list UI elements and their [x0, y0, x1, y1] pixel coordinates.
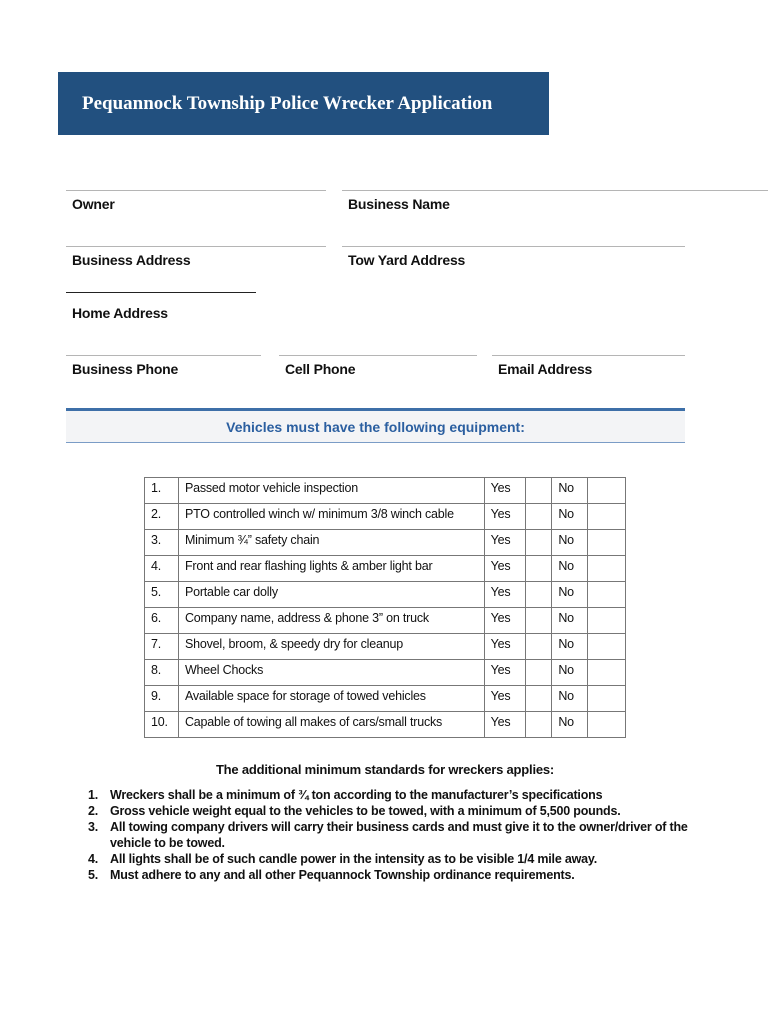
- tow-yard-address-field[interactable]: [342, 246, 685, 268]
- item-number: 8.: [145, 660, 179, 686]
- table-row: [145, 686, 626, 712]
- no-label: No: [552, 582, 588, 608]
- email-address-label: Email Address: [498, 361, 593, 377]
- item-number: 2.: [145, 504, 179, 530]
- item-description: Capable of towing all makes of cars/small trucks: [178, 712, 484, 738]
- no-label: No: [552, 608, 588, 634]
- yes-label: Yes: [484, 608, 525, 634]
- item-number: 10.: [145, 712, 179, 738]
- table-row: [145, 504, 626, 530]
- list-item: [88, 867, 710, 883]
- business-address-line[interactable]: [66, 246, 326, 247]
- tow-yard-address-label: Tow Yard Address: [348, 252, 466, 268]
- list-item: [88, 803, 710, 819]
- list-item-text: Gross vehicle weight equal to the vehicles to be towed, with a minimum of 5,500 pounds.: [110, 804, 621, 818]
- cell-phone-field[interactable]: [279, 355, 477, 377]
- yes-checkbox[interactable]: [525, 556, 552, 582]
- business-name-field[interactable]: [342, 190, 768, 212]
- yes-label: Yes: [484, 478, 525, 504]
- item-description: Available space for storage of towed vehicles: [178, 686, 484, 712]
- no-checkbox[interactable]: [588, 556, 626, 582]
- yes-checkbox[interactable]: [525, 634, 552, 660]
- list-item-number: 4.: [88, 852, 99, 866]
- table-row: [145, 712, 626, 738]
- yes-checkbox[interactable]: [525, 712, 552, 738]
- equipment-heading: [66, 408, 685, 442]
- list-item-text: Wreckers shall be a minimum of ¾ ton according to the manufacturer’s specifications: [110, 788, 603, 802]
- yes-checkbox[interactable]: [525, 660, 552, 686]
- equipment-table: [144, 477, 626, 738]
- yes-label: Yes: [484, 504, 525, 530]
- item-number: 5.: [145, 582, 179, 608]
- list-item-number: 2.: [88, 804, 99, 818]
- item-description: Portable car dolly: [178, 582, 484, 608]
- item-number: 4.: [145, 556, 179, 582]
- no-checkbox[interactable]: [588, 504, 626, 530]
- item-number: 7.: [145, 634, 179, 660]
- yes-label: Yes: [484, 712, 525, 738]
- tow-yard-address-line[interactable]: [342, 246, 685, 247]
- home-address-label: Home Address: [72, 305, 168, 321]
- home-address-field[interactable]: [66, 292, 256, 321]
- yes-checkbox[interactable]: [525, 686, 552, 712]
- item-description: Wheel Chocks: [178, 660, 484, 686]
- no-checkbox[interactable]: [588, 634, 626, 660]
- no-label: No: [552, 504, 588, 530]
- item-description: Minimum ¾” safety chain: [178, 530, 484, 556]
- table-row: [145, 478, 626, 504]
- owner-field[interactable]: [66, 190, 326, 212]
- list-item-number: 1.: [88, 788, 99, 802]
- standards-list: [88, 787, 710, 883]
- no-label: No: [552, 634, 588, 660]
- page-title: [58, 72, 549, 135]
- yes-checkbox[interactable]: [525, 504, 552, 530]
- no-label: No: [552, 530, 588, 556]
- no-label: No: [552, 686, 588, 712]
- table-row: [145, 556, 626, 582]
- no-checkbox[interactable]: [588, 660, 626, 686]
- home-address-line[interactable]: [66, 292, 256, 293]
- cell-phone-label: Cell Phone: [285, 361, 356, 377]
- equipment-heading-text: Vehicles must have the following equipment:: [226, 418, 525, 435]
- list-item-number: 3.: [88, 820, 99, 834]
- no-checkbox[interactable]: [588, 608, 626, 634]
- list-item-text: All towing company drivers will carry their business cards and must give it to the owner/driver of the vehicle to be towed.: [110, 820, 688, 850]
- owner-label: Owner: [72, 196, 115, 212]
- table-row: [145, 660, 626, 686]
- item-number: 3.: [145, 530, 179, 556]
- list-item-text: Must adhere to any and all other Pequannock Township ordinance requirements.: [110, 868, 575, 882]
- standards-title: The additional minimum standards for wreckers applies:: [215, 762, 555, 777]
- list-item: [88, 819, 710, 851]
- yes-label: Yes: [484, 686, 525, 712]
- yes-label: Yes: [484, 556, 525, 582]
- list-item: [88, 787, 710, 803]
- yes-label: Yes: [484, 634, 525, 660]
- item-number: 1.: [145, 478, 179, 504]
- item-number: 9.: [145, 686, 179, 712]
- item-description: Shovel, broom, & speedy dry for cleanup: [178, 634, 484, 660]
- owner-line[interactable]: [66, 190, 326, 191]
- no-label: No: [552, 660, 588, 686]
- table-row: [145, 582, 626, 608]
- business-name-line[interactable]: [342, 190, 768, 191]
- yes-checkbox[interactable]: [525, 582, 552, 608]
- yes-label: Yes: [484, 582, 525, 608]
- yes-checkbox[interactable]: [525, 608, 552, 634]
- business-phone-field[interactable]: [66, 355, 261, 377]
- no-label: No: [552, 556, 588, 582]
- business-address-label: Business Address: [72, 252, 191, 268]
- table-row: [145, 634, 626, 660]
- list-item-number: 5.: [88, 868, 99, 882]
- business-name-label: Business Name: [348, 196, 450, 212]
- item-description: PTO controlled winch w/ minimum 3/8 winch cable: [178, 504, 484, 530]
- email-address-line[interactable]: [492, 355, 685, 356]
- item-number: 6.: [145, 608, 179, 634]
- page-title-text: Pequannock Township Police Wrecker Application: [82, 92, 493, 114]
- yes-label: Yes: [484, 660, 525, 686]
- item-description: Passed motor vehicle inspection: [178, 478, 484, 504]
- business-phone-label: Business Phone: [72, 361, 179, 377]
- no-checkbox[interactable]: [588, 582, 626, 608]
- no-checkbox[interactable]: [588, 478, 626, 504]
- no-label: No: [552, 478, 588, 504]
- table-row: [145, 608, 626, 634]
- no-checkbox[interactable]: [588, 686, 626, 712]
- item-description: Front and rear flashing lights & amber light bar: [178, 556, 484, 582]
- email-address-field[interactable]: [492, 355, 685, 377]
- table-row: [145, 530, 626, 556]
- business-phone-line[interactable]: [66, 355, 261, 356]
- no-label: No: [552, 712, 588, 738]
- yes-checkbox[interactable]: [525, 478, 552, 504]
- business-address-field[interactable]: [66, 246, 326, 268]
- yes-checkbox[interactable]: [525, 530, 552, 556]
- no-checkbox[interactable]: [588, 712, 626, 738]
- yes-label: Yes: [484, 530, 525, 556]
- item-description: Company name, address & phone 3” on truck: [178, 608, 484, 634]
- cell-phone-line[interactable]: [279, 355, 477, 356]
- list-item: [88, 851, 710, 867]
- list-item-text: All lights shall be of such candle power in the intensity as to be visible 1/4 mile away.: [110, 852, 597, 866]
- no-checkbox[interactable]: [588, 530, 626, 556]
